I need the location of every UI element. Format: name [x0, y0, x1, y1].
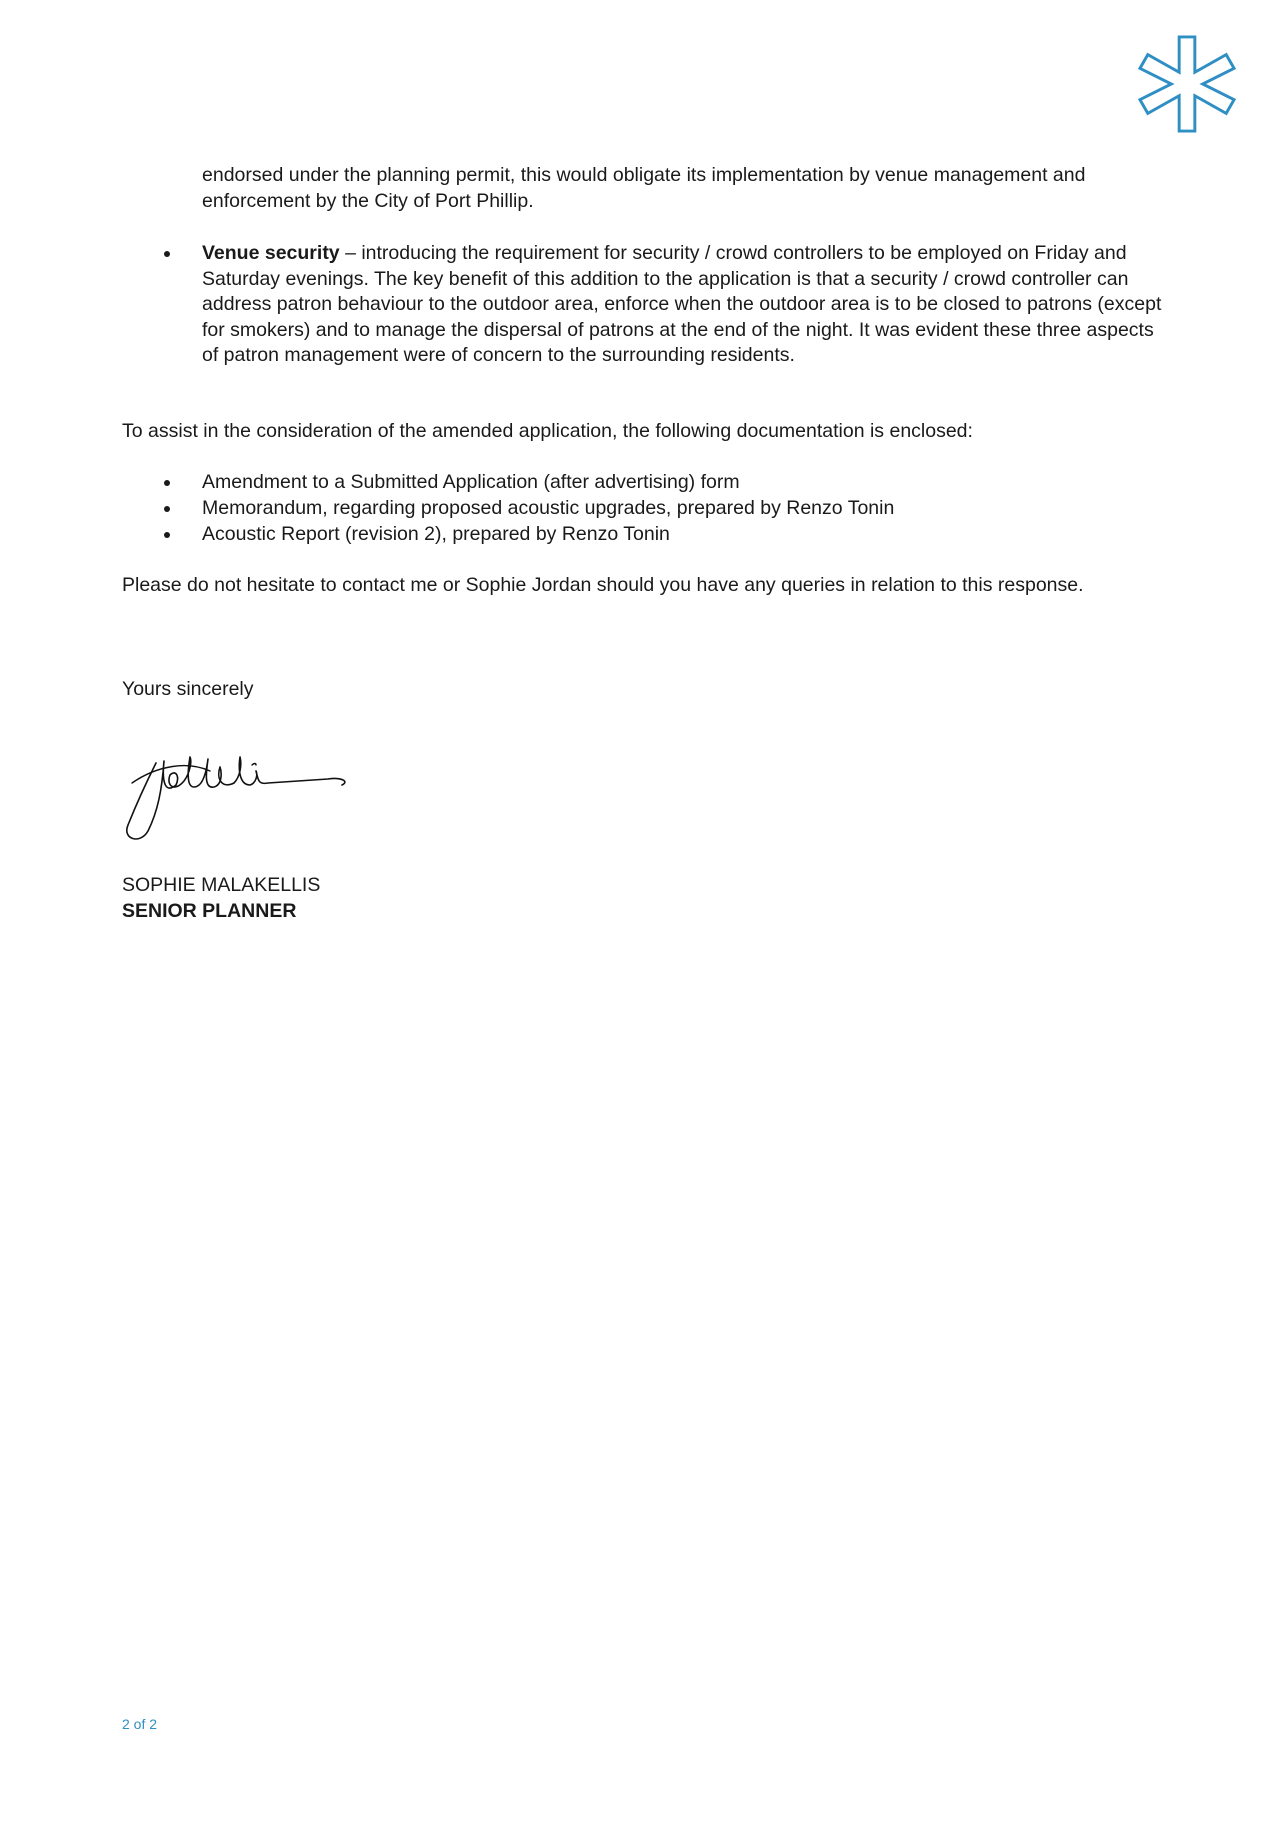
document-item-text: Amendment to a Submitted Application (after advertising) form — [202, 471, 740, 493]
security-description: – introducing the requirement for security / crowd controllers to be employed on Friday and Saturday evenings. The key benefit of this addition to the application is that a security / crowd controller can address patron behaviour to the outdoor area, enforce when the outdoor area is to be closed to patrons (except for smokers) and to manage the dispersal of patrons at the end of the night. It was evident these three aspects of patron management were of concern to the surrounding residents. — [202, 242, 1162, 366]
closing-salutation: Yours sincerely — [122, 678, 254, 700]
page-number: 2 of 2 — [122, 1716, 158, 1732]
document-item-text: Memorandum, regarding proposed acoustic upgrades, prepared by Renzo Tonin — [202, 497, 895, 519]
document-item-text: Acoustic Report (revision 2), prepared by Renzo Tonin — [202, 523, 670, 545]
contact-paragraph: Please do not hesitate to contact me or Sophie Jordan should you have any queries in relation to this response. — [122, 574, 1084, 596]
continuation-paragraph: endorsed under the planning permit, this would obligate its implementation by venue management and enforcement by the City of Port Phillip. — [202, 164, 1086, 212]
signer-name: SOPHIE MALAKELLIS — [122, 874, 321, 896]
security-bullet-text — [202, 241, 1162, 369]
handwritten-signature-icon — [118, 735, 368, 845]
asterisk-logo-icon — [1138, 34, 1236, 134]
signer-title: SENIOR PLANNER — [122, 900, 297, 922]
documentation-intro: To assist in the consideration of the amended application, the following documentation is enclosed: — [122, 420, 973, 442]
security-heading: Venue security — [202, 242, 340, 264]
